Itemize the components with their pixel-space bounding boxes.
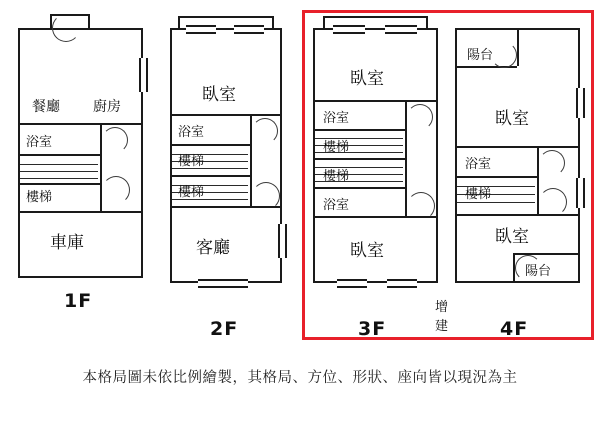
room-label: 樓梯	[323, 140, 350, 155]
room-label: 陽台	[525, 264, 552, 279]
room-label: 臥室	[202, 85, 236, 105]
diagram-caption: 本格局圖未依比例繪製，其格局、方位、形狀、座向皆以現況為主	[82, 370, 518, 386]
window-icon	[337, 279, 367, 288]
floor-plan-4f	[455, 28, 580, 340]
room-label: 樓梯	[26, 190, 53, 205]
door-icon	[539, 188, 567, 216]
wall-segment	[170, 114, 282, 116]
door-icon	[407, 104, 433, 130]
room-label: 餐廳	[32, 99, 60, 115]
floor-name-2f: 2F	[210, 318, 239, 340]
window-icon	[385, 25, 417, 34]
wall-segment	[170, 144, 250, 146]
wall-segment	[426, 16, 428, 28]
wall-segment	[323, 16, 325, 28]
room-label: 臥室	[495, 227, 529, 247]
room-label: 客廳	[196, 238, 230, 258]
wall-segment	[178, 16, 274, 18]
annotation-extension: 增建	[435, 300, 449, 334]
door-icon	[491, 42, 517, 68]
window-icon	[333, 25, 365, 34]
window-icon	[139, 58, 148, 92]
room-label: 樓梯	[178, 154, 205, 169]
window-icon	[278, 224, 287, 258]
room-label: 廚房	[93, 99, 121, 115]
window-icon	[186, 25, 216, 34]
wall-segment	[455, 214, 580, 216]
door-icon	[539, 150, 565, 176]
wall-segment	[517, 28, 519, 66]
wall-segment	[18, 211, 143, 213]
wall-segment	[323, 16, 428, 18]
floor-name-1f: 1F	[64, 290, 93, 312]
room-label: 浴室	[178, 125, 205, 140]
wall-segment	[313, 129, 405, 131]
window-icon	[198, 279, 248, 288]
wall-segment	[455, 146, 580, 148]
door-icon	[407, 192, 435, 220]
room-label: 樓梯	[178, 185, 205, 200]
wall-segment	[272, 16, 274, 28]
stair-tread	[20, 164, 98, 165]
wall-segment	[170, 175, 250, 177]
floor-plan-3f	[313, 28, 449, 340]
wall-segment	[313, 100, 438, 102]
wall-segment	[313, 158, 405, 160]
door-icon	[102, 127, 128, 153]
room-label: 車庫	[50, 233, 84, 253]
stair-tread	[20, 171, 98, 172]
stair-tread	[457, 202, 535, 203]
room-label: 浴室	[26, 135, 53, 150]
room-label: 樓梯	[323, 169, 350, 184]
floor-plan-2f	[170, 28, 282, 340]
door-icon	[252, 118, 278, 144]
room-label: 臥室	[350, 241, 384, 261]
room-label: 浴室	[323, 198, 350, 213]
wall-segment	[18, 183, 100, 185]
window-icon	[576, 88, 585, 118]
stair-tread	[20, 178, 98, 179]
room-label: 樓梯	[465, 187, 492, 202]
window-icon	[234, 25, 264, 34]
room-label: 臥室	[495, 109, 529, 129]
wall-segment	[313, 187, 405, 189]
wall-segment	[88, 14, 90, 28]
room-label: 陽台	[467, 48, 494, 63]
door-icon	[102, 176, 130, 204]
wall-segment	[178, 16, 180, 28]
window-icon	[576, 178, 585, 208]
room-label: 臥室	[350, 69, 384, 89]
room-label: 浴室	[323, 111, 350, 126]
wall-segment	[18, 123, 143, 125]
floor-name-3f: 3F	[358, 318, 387, 340]
floor-name-4f: 4F	[500, 318, 529, 340]
wall-segment	[455, 176, 537, 178]
window-icon	[387, 279, 417, 288]
door-icon	[252, 182, 280, 210]
door-icon	[52, 14, 80, 42]
room-label: 浴室	[465, 157, 492, 172]
wall-segment	[18, 154, 100, 156]
floor-plan-1f	[18, 28, 143, 312]
